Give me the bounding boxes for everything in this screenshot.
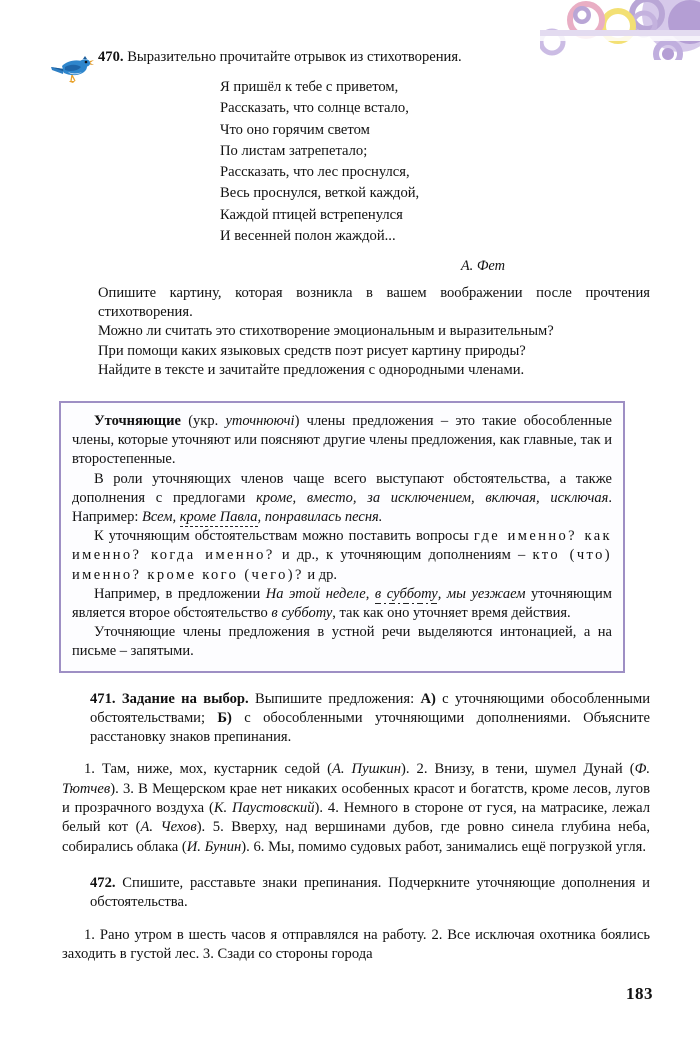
rule-prepositions: кроме, вместо, за исключением, включая, исключая xyxy=(256,489,609,506)
sentence-author: А. Чехов xyxy=(140,819,197,836)
exercise-472-heading xyxy=(50,874,650,912)
poem-line: Рассказать, что солнце встало, xyxy=(220,100,409,117)
sentence-text: Мы, помимо судовых работ, занимались ещё погрузкой угля. xyxy=(264,838,646,855)
rule-example-2 xyxy=(142,509,382,527)
exercise-471-label-a: А) xyxy=(420,690,436,707)
sentence-number: 1. xyxy=(84,761,95,778)
exercise-470-heading xyxy=(50,48,650,67)
poem-line: Рассказать, что лес проснулся, xyxy=(220,164,410,181)
exercise-471-sentences xyxy=(50,760,650,857)
rule-ukrainian-term: уточнюючі xyxy=(225,412,295,429)
poem-line: По листам затрепетало; xyxy=(220,142,368,159)
exercise-471-heading xyxy=(50,690,650,748)
rule-example-4-underlined: в субботу xyxy=(374,585,438,602)
question-item: Найдите в тексте и зачитайте предложения с однородными членами. xyxy=(98,361,525,378)
sentence-tail: ). xyxy=(400,761,410,778)
sentence-tail: ). xyxy=(314,799,324,816)
question-item: Опишите картину, которая возникла в вашем воображении после прочтения стихотворения. xyxy=(98,285,650,321)
rule-text: , мы уезжаем xyxy=(437,585,526,602)
rule-text: и др. xyxy=(303,566,338,583)
exercise-470 xyxy=(50,48,650,380)
blue-bird-icon xyxy=(50,54,94,88)
sentence-number: 4. xyxy=(327,799,339,816)
rule-text: (укр. xyxy=(180,412,226,429)
poem-line: И весенней полон жаждой... xyxy=(220,227,396,244)
poem xyxy=(50,77,650,247)
sentence-author: И. Бунин xyxy=(186,838,242,855)
poem-line: Каждой птицей встрепенулся xyxy=(220,206,403,223)
rule-text: и др., к уточняющим дополнениям – xyxy=(274,547,533,564)
rule-text: . Например: xyxy=(72,489,612,525)
rule-text: Всем, xyxy=(142,508,180,525)
sentence-text: Сзади со стороны города xyxy=(213,945,373,962)
rule-example-4 xyxy=(266,586,526,603)
rule-text: К уточняющим обстоятельствам можно поставить вопросы xyxy=(94,528,474,545)
rule-term: Уточняющие xyxy=(94,412,181,429)
sentence-text: Рано утром в шесть часов я отправлялся на работу. xyxy=(94,926,427,943)
question-item: При помощи каких языковых средств поэт рисует картину природы? xyxy=(98,342,526,359)
exercise-471-title: Задание на выбор. xyxy=(121,690,249,707)
exercise-470-number: 470. xyxy=(98,49,124,65)
sentence-author: Ф. Тютчев xyxy=(62,761,650,797)
sentence-tail: ). xyxy=(241,838,250,855)
exercise-472-sentences xyxy=(50,926,650,965)
sentence-text: Внизу, в тени, шумел Дунай ( xyxy=(427,761,635,778)
sentence-number: 1. xyxy=(84,926,95,943)
rule-example-2-underlined: кроме Павла xyxy=(179,508,258,525)
exercise-471-text: Выпишите предложения: xyxy=(248,690,421,707)
poem-line: Я пришёл к тебе с приветом, xyxy=(220,79,399,96)
sentence-text: Немного в стороне от гуся, на матрасике, лежал белый кот ( xyxy=(62,799,650,836)
poem-line: Что оно горячим светом xyxy=(220,121,370,138)
rule-text: В роли уточняющих членов чаще всего выступают обстоятельства, а также дополнения с предлогами xyxy=(72,470,612,506)
sentence-tail: ). xyxy=(196,819,206,836)
sentence-number: 2. xyxy=(431,926,443,943)
exercise-470-instruction: Выразительно прочитайте отрывок из стихотворения. xyxy=(127,49,462,65)
rule-paragraph-1 xyxy=(72,412,612,470)
poem-line: Весь проснулся, веткой каждой, xyxy=(220,185,420,202)
poem-author: А. Фет xyxy=(460,258,505,274)
exercise-471-label-b: Б) xyxy=(217,709,232,726)
rule-text: , понравилась песня. xyxy=(257,508,383,525)
rule-paragraph-2 xyxy=(72,470,612,528)
rule-paragraph-3 xyxy=(72,527,612,585)
rule-paragraph-4 xyxy=(72,585,612,623)
rule-paragraph-5: Уточняющие члены предложения в устной речи выделяются интонацией, а на письме – запятыми. xyxy=(72,624,612,660)
sentence-number: 6. xyxy=(253,838,265,855)
sentence-text: Все исключая охотника боялись заходить в густой лес. xyxy=(62,926,650,962)
question-item: Можно ли считать это стихотворение эмоциональным и выразительным? xyxy=(98,323,554,340)
sentence-number: 3. xyxy=(202,945,214,962)
rule-questions-adverbial: где именно? как именно? когда именно? xyxy=(72,528,613,564)
exercise-471-text: с уточняющими обособленными обстоятельствами; xyxy=(90,690,650,726)
rule-text: , так как оно уточняет время действия. xyxy=(332,604,571,621)
rule-box xyxy=(59,401,625,673)
sentence-number: 2. xyxy=(416,761,428,778)
exercise-471-text: с обособленными уточняющими дополнениями. Объясните расстановку знаков препинания. xyxy=(90,709,650,745)
exercise-472-number: 472. xyxy=(90,875,116,892)
rule-text: уточняющим является второе обстоятельство xyxy=(72,585,612,621)
rule-text: ) xyxy=(294,412,307,429)
rule-text: члены предложения – это такие обособленные члены, которые уточняют или поясняют другие члены предложения, как главные, так и второстепенные. xyxy=(72,412,612,468)
page-content xyxy=(50,48,650,964)
sentence-text: Там, ниже, мох, кустарник седой ( xyxy=(94,761,332,778)
sentence-author: К. Паустовский xyxy=(213,799,315,816)
rule-text: На этой неделе, xyxy=(265,585,375,602)
rule-term-4: в субботу xyxy=(271,604,333,621)
rule-questions-object: кто (что) именно? кроме кого (чего)? xyxy=(72,547,612,583)
sentence-text: В Мещерском крае нет никаких особенных красот и богатств, кроме лесов, лугов и прозрачного воздуха ( xyxy=(62,780,650,816)
sentence-text: Вверху, над вершинами дубов, где ровно синела глубина неба, собирались облака ( xyxy=(62,819,650,855)
sentence-tail: ). xyxy=(110,780,119,797)
sentence-number: 3. xyxy=(122,780,134,797)
exercise-472-text: Спишите, расставьте знаки препинания. Подчеркните уточняющие дополнения и обстоятельства. xyxy=(90,875,650,911)
exercise-471-number: 471. xyxy=(90,690,116,707)
sentence-author: А. Пушкин xyxy=(331,761,401,778)
page-number: 183 xyxy=(626,984,653,1003)
exercise-470-questions xyxy=(50,284,650,380)
rule-text: Например, в предложении xyxy=(94,585,266,602)
sentence-number: 5. xyxy=(212,819,224,836)
